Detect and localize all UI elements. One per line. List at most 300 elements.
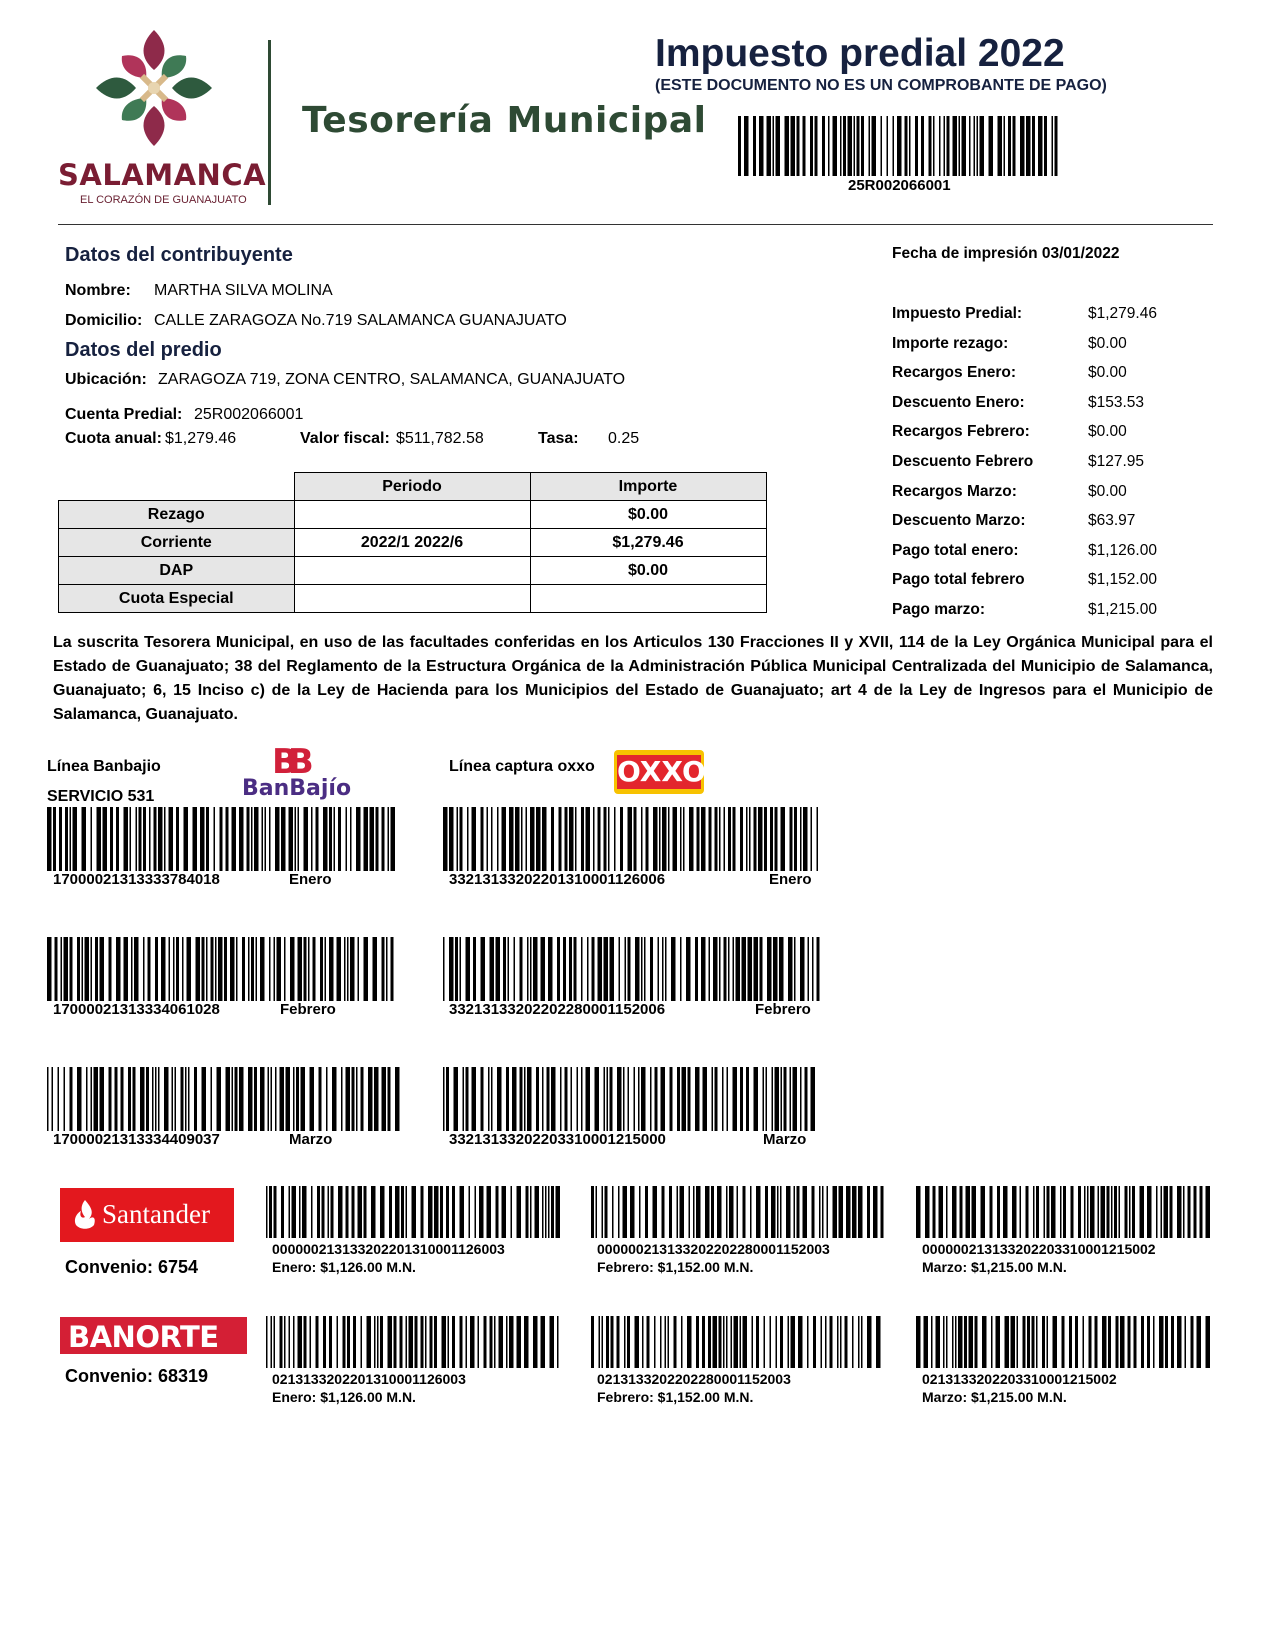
barcode-bar: [1108, 1316, 1111, 1368]
barcode-bar: [689, 1186, 691, 1238]
barcode-bar: [634, 807, 637, 871]
barcode-bar: [565, 807, 568, 871]
barcode-bar: [110, 807, 113, 871]
barcode-bar: [541, 1316, 546, 1368]
barcode-bar: [775, 1067, 780, 1131]
barcode-bar: [729, 1186, 734, 1238]
barcode-bar: [628, 1067, 630, 1131]
barcode-bar: [295, 807, 297, 871]
barcode-bar: [434, 1316, 437, 1368]
table-row: [59, 585, 767, 613]
barcode-bar: [421, 1316, 424, 1368]
barcode-bar: [767, 937, 772, 1001]
barcode-bar: [260, 1067, 265, 1131]
taxpayer-name: MARTHA SILVA MOLINA: [154, 282, 333, 299]
barcode-bar: [726, 1186, 728, 1238]
barcode-bar: [325, 937, 327, 1001]
header-divider: [268, 40, 271, 205]
barcode-bar: [164, 1067, 169, 1131]
barcode-bar: [1044, 1186, 1046, 1238]
barcode-bar: [1147, 1186, 1152, 1238]
barcode-bar: [155, 937, 158, 1001]
barcode-bar: [536, 807, 541, 871]
barcode-bar: [446, 1186, 449, 1238]
barcode-bar: [1200, 1186, 1203, 1238]
barcode-bar: [551, 1067, 556, 1131]
barcode-bar: [817, 937, 820, 1001]
barcode-bar: [936, 1316, 941, 1368]
barcode-bar: [1084, 1186, 1086, 1238]
barcode-bar: [1120, 1316, 1125, 1368]
barcode-bar: [517, 1316, 522, 1368]
barcode-bar: [861, 116, 864, 176]
barcode-bar: [175, 1067, 177, 1131]
banorte-amount: Enero: $1,126.00 M.N.: [272, 1389, 416, 1405]
barcode-bar: [852, 1186, 857, 1238]
barcode-bar: [604, 937, 609, 1001]
barcode-bar: [975, 1316, 978, 1368]
barcode-bar: [296, 1067, 299, 1131]
barcode-bar: [73, 807, 78, 871]
barcode-bar: [530, 807, 535, 871]
barcode-bar: [1060, 1186, 1062, 1238]
barcode-bar: [367, 1316, 372, 1368]
barcode-bar: [415, 1316, 418, 1368]
barcode-bar: [386, 937, 388, 1001]
barcode-bar: [206, 937, 208, 1001]
fiscal-value: $511,782.58: [396, 430, 484, 447]
barcode-bar: [1156, 1186, 1158, 1238]
barcode-bar: [449, 807, 454, 871]
barcode-bar: [977, 116, 979, 176]
barcode-bar: [909, 116, 911, 176]
barcode-bar: [313, 937, 316, 1001]
barcode-bar: [352, 1186, 355, 1238]
barcode-bar: [491, 1067, 493, 1131]
barcode-bar: [455, 937, 458, 1001]
barcode-bar: [827, 1186, 829, 1238]
barcode-bar: [1161, 1186, 1163, 1238]
barcode-bar: [635, 1316, 640, 1368]
barcode-bar: [767, 116, 772, 176]
barcode-bar: [139, 807, 142, 871]
barcode-bar: [680, 1186, 685, 1238]
santander-amount: Febrero: $1,152.00 M.N.: [597, 1259, 754, 1275]
barcode-bar: [298, 807, 300, 871]
barcode-bar: [409, 1316, 414, 1368]
barcode-bar: [654, 1316, 656, 1368]
barcode-bar: [638, 1067, 640, 1131]
barcode-bar: [481, 807, 484, 871]
barcode-bar: [1132, 1186, 1135, 1238]
barcode-bar: [533, 1316, 538, 1368]
barcode-bar: [301, 1067, 306, 1131]
barcode-bar: [328, 1186, 330, 1238]
barcode-bar: [790, 807, 793, 871]
barcode-bar: [248, 1067, 253, 1131]
barcode-bar: [960, 1186, 963, 1238]
barcode-bar: [346, 807, 348, 871]
summary-label: Pago total febrero: [892, 571, 1025, 589]
barcode-bar: [395, 1186, 400, 1238]
barcode-bar: [95, 937, 98, 1001]
barcode-bar: [184, 807, 189, 871]
barcode-bar: [661, 1067, 666, 1131]
barcode-bar: [158, 1067, 160, 1131]
barcode-bar: [575, 807, 577, 871]
summary-value: $1,152.00: [1088, 571, 1157, 589]
barcode-bar: [331, 1186, 334, 1238]
barcode-bar: [284, 1316, 286, 1368]
barcode-bar: [630, 1186, 635, 1238]
barcode-bar: [1165, 1316, 1168, 1368]
barcode-bar: [193, 807, 198, 871]
barcode-bar: [557, 937, 560, 1001]
barcode-bar: [302, 1186, 307, 1238]
barcode-bar: [242, 937, 245, 1001]
barcode-bar: [526, 807, 528, 871]
barcode-bar: [560, 1067, 562, 1131]
barcode-bar: [481, 937, 486, 1001]
barcode-bar: [502, 1186, 507, 1238]
barcode-bar: [952, 1316, 954, 1368]
barcode-bar: [1191, 1316, 1194, 1368]
barcode-bar: [460, 1316, 463, 1368]
barcode-bar: [759, 116, 764, 176]
barcode-bar: [776, 1316, 778, 1368]
barcode-bar: [128, 1067, 131, 1131]
barcode-bar: [254, 1067, 257, 1131]
barcode-bar: [275, 807, 280, 871]
barcode-bar: [47, 937, 52, 1001]
barcode-bar: [614, 807, 616, 871]
barcode-bar: [686, 937, 691, 1001]
summary-label: Importe rezago:: [892, 334, 1009, 352]
barcode-bar: [1114, 1186, 1117, 1238]
barcode-bar: [881, 1186, 884, 1238]
barcode-bar: [808, 937, 810, 1001]
barcode-bar: [713, 937, 718, 1001]
barcode-bar: [389, 1186, 392, 1238]
barcode-bar: [310, 1067, 315, 1131]
barcode-bar: [674, 1316, 677, 1368]
summary-value: $1,126.00: [1088, 541, 1157, 559]
barcode-bar: [724, 807, 726, 871]
barcode-bar: [641, 937, 643, 1001]
barcode-bar: [169, 937, 171, 1001]
annual-fee: $1,279.46: [165, 430, 237, 447]
barcode-bar: [271, 1067, 273, 1131]
barcode-bar: [565, 1067, 568, 1131]
barcode-bar: [717, 1186, 722, 1238]
barcode-bar: [840, 116, 842, 176]
barcode-bar: [625, 937, 627, 1001]
banorte-amount: Febrero: $1,152.00 M.N.: [597, 1389, 754, 1405]
barcode-bar: [304, 937, 307, 1001]
barcode-bar: [1062, 1316, 1065, 1368]
row-importe: [530, 585, 766, 613]
barcode-bar: [1119, 1186, 1121, 1238]
taxpayer-address: CALLE ZARAGOZA No.719 SALAMANCA GUANAJUATO: [154, 312, 567, 329]
barcode-bar: [645, 1186, 648, 1238]
barcode-bar: [563, 937, 566, 1001]
barcode-bar: [671, 937, 676, 1001]
barcode-bar: [703, 1067, 708, 1131]
barcode-bar: [800, 1067, 802, 1131]
barcode-bar: [981, 1186, 986, 1238]
barcode-bar: [915, 116, 918, 176]
barcode-bar: [952, 1186, 957, 1238]
summary-label: Recargos Febrero:: [892, 423, 1030, 441]
barcode-bar: [361, 1067, 364, 1131]
barcode-bar: [346, 1067, 351, 1131]
barcode-bar: [773, 116, 775, 176]
barcode-bar: [893, 116, 895, 176]
banbajio-service-label: SERVICIO 531: [47, 788, 155, 805]
barcode-bar: [343, 1316, 346, 1368]
barcode-bar: [765, 1186, 768, 1238]
barcode-bar: [52, 1067, 54, 1131]
barcode-bar: [1185, 1316, 1187, 1368]
barcode-bar: [289, 1186, 291, 1238]
barcode-bar: [604, 807, 607, 871]
barcode-bar: [794, 937, 796, 1001]
barcode-bar: [1047, 1316, 1049, 1368]
barcode-bar: [1071, 1186, 1074, 1238]
barcode-bar: [810, 116, 813, 176]
barcode-bar: [124, 807, 129, 871]
barcode-bar: [1095, 1316, 1098, 1368]
barcode-bar: [683, 807, 685, 871]
santander-flame-icon: [72, 1199, 98, 1231]
barcode-bar: [329, 1316, 332, 1368]
barcode-bar: [608, 807, 610, 871]
barcode-bar: [1047, 1186, 1050, 1238]
barcode-bar: [780, 1316, 783, 1368]
barcode-bar: [867, 1316, 872, 1368]
barcode-bar: [688, 1067, 691, 1131]
barcode-bar: [972, 1186, 977, 1238]
banorte-convenio: Convenio: 68319: [65, 1366, 209, 1386]
summary-value: $0.00: [1088, 423, 1127, 441]
barcode-bar: [121, 1067, 124, 1131]
barcode-bar: [1032, 1316, 1035, 1368]
barcode-bar: [680, 807, 682, 871]
barcode-bar: [100, 937, 105, 1001]
barcode-bar: [619, 937, 621, 1001]
barcode-bar: [693, 1186, 695, 1238]
barcode-bar: [959, 116, 961, 176]
banorte-code: 0213133202203310001215002: [922, 1371, 1117, 1387]
barcode-bar: [881, 116, 883, 176]
barcode-bar: [490, 1316, 493, 1368]
barcode-bar: [547, 1067, 550, 1131]
barcode-bar: [628, 807, 633, 871]
santander-barcode-enero: [266, 1186, 560, 1238]
barcode-bar: [97, 807, 102, 871]
barcode-bar: [811, 1067, 816, 1131]
barcode-bar: [211, 937, 214, 1001]
barcode-bar: [939, 116, 941, 176]
barcode-bar: [460, 937, 462, 1001]
barcode-bar: [286, 1067, 291, 1131]
oxxo-barcode-febrero: [443, 937, 820, 1001]
summary-label: Recargos Enero:: [892, 364, 1017, 382]
barcode-bar: [1153, 1316, 1155, 1368]
barcode-bar: [265, 807, 267, 871]
barcode-bar: [606, 1316, 609, 1368]
barcode-bar: [897, 116, 902, 176]
table-row: [59, 529, 767, 557]
barcode-bar: [70, 937, 73, 1001]
barcode-bar: [790, 1067, 792, 1131]
barcode-bar: [822, 1186, 824, 1238]
barcode-bar: [775, 807, 778, 871]
barcode-bar: [466, 937, 471, 1001]
barcode-bar: [586, 1067, 591, 1131]
barcode-bar: [811, 807, 813, 871]
barcode-bar: [779, 937, 784, 1001]
santander-amount: Marzo: $1,215.00 M.N.: [922, 1259, 1067, 1275]
barcode-bar: [617, 1316, 620, 1368]
barcode-bar: [668, 807, 670, 871]
santander-logo-text: Santander: [102, 1199, 210, 1229]
barcode-bar: [53, 807, 56, 871]
barcode-bar: [939, 1186, 944, 1238]
barcode-bar: [452, 1316, 455, 1368]
barcode-bar: [653, 1186, 658, 1238]
account-label: Cuenta Predial:: [65, 406, 183, 423]
barcode-bar: [235, 1067, 238, 1131]
barcode-bar: [635, 937, 640, 1001]
barcode-bar: [695, 937, 698, 1001]
barcode-bar: [933, 1186, 936, 1238]
barcode-bar: [316, 1316, 319, 1368]
summary-value: $0.00: [1088, 334, 1127, 352]
barcode-bar: [509, 1316, 514, 1368]
barcode-bar: [833, 116, 838, 176]
barcode-bar: [641, 807, 643, 871]
santander-convenio: Convenio: 6754: [65, 1257, 199, 1277]
barcode-bar: [541, 937, 546, 1001]
barcode-bar: [873, 1186, 878, 1238]
barcode-bar: [311, 1186, 313, 1238]
barcode-bar: [508, 937, 510, 1001]
barcode-bar: [1052, 116, 1054, 176]
barcode-bar: [1101, 1186, 1106, 1238]
barcode-bar: [966, 1186, 971, 1238]
banorte-barcode-marzo: [916, 1316, 1210, 1368]
barcode-bar: [322, 1186, 325, 1238]
barcode-bar: [770, 1316, 772, 1368]
barcode-bar: [173, 937, 175, 1001]
brand-tagline: EL CORAZÓN DE GUANAJUATO: [80, 194, 247, 206]
oxxo-month: Enero: [769, 871, 812, 888]
banbajio-logo: [240, 742, 360, 804]
barcode-bar: [536, 1067, 539, 1131]
row-periodo: 2022/1 2022/6: [294, 529, 530, 557]
barcode-bar: [341, 1067, 343, 1131]
account-barcode: [738, 116, 1062, 176]
barcode-bar: [1102, 1316, 1107, 1368]
banbajio-barcode-enero: [47, 807, 401, 871]
banbajio-barcode-febrero: [47, 937, 401, 1001]
barcode-bar: [955, 1316, 957, 1368]
barcode-bar: [587, 937, 589, 1001]
barcode-bar: [380, 1316, 383, 1368]
barcode-bar: [440, 1186, 443, 1238]
barcode-bar: [487, 1186, 492, 1238]
barcode-bar: [872, 116, 877, 176]
barcode-bar: [754, 807, 757, 871]
barcode-bar: [726, 1316, 728, 1368]
barcode-bar: [996, 1316, 1001, 1368]
santander-code: 000000213133202203310001215002: [922, 1241, 1156, 1257]
barcode-bar: [925, 1186, 930, 1238]
rate-label: Tasa:: [538, 430, 579, 447]
barcode-bar: [172, 1067, 174, 1131]
row-label: Rezago: [59, 501, 295, 529]
barcode-bar: [380, 1186, 385, 1238]
barcode-bar: [781, 1067, 783, 1131]
barcode-bar: [412, 1186, 417, 1238]
barcode-bar: [848, 116, 853, 176]
barcode-bar: [425, 1316, 427, 1368]
barcode-bar: [665, 937, 667, 1001]
barcode-bar: [194, 1067, 197, 1131]
santander-logo: [60, 1188, 234, 1242]
barcode-bar: [644, 937, 646, 1001]
barcode-bar: [760, 937, 763, 1001]
barcode-bar: [611, 1316, 614, 1368]
barcode-bar: [1183, 1186, 1185, 1238]
row-periodo: [294, 501, 530, 529]
barcode-bar: [695, 1067, 700, 1131]
barcode-bar: [155, 1067, 157, 1131]
barcode-bar: [452, 1186, 455, 1238]
annual-fee-label: Cuota anual:: [65, 430, 162, 447]
barcode-bar: [332, 1067, 337, 1131]
banbajio-line-label: Línea Banbajio: [47, 758, 161, 775]
barcode-bar: [662, 807, 667, 871]
barcode-bar: [758, 807, 763, 871]
barcode-bar: [715, 1067, 718, 1131]
barcode-bar: [133, 1067, 136, 1131]
barcode-bar: [388, 1316, 393, 1368]
barcode-bar: [962, 116, 967, 176]
oxxo-month: Febrero: [755, 1001, 811, 1018]
barcode-bar: [1188, 1186, 1191, 1238]
barcode-bar: [232, 807, 237, 871]
barcode-bar: [220, 807, 223, 871]
barcode-bar: [728, 937, 730, 1001]
barcode-bar: [338, 1186, 343, 1238]
barcode-bar: [858, 1186, 863, 1238]
santander-barcode-marzo: [916, 1186, 1210, 1238]
barcode-bar: [488, 1067, 490, 1131]
barcode-bar: [454, 1067, 459, 1131]
barcode-bar: [595, 1067, 600, 1131]
legal-text: La suscrita Tesorera Municipal, en uso de las facultades conferidas en los Articulos 130 Fracciones II y XVII, 114 de la Ley Orgánica Municipal para el Estado de Guanajuato; 38 del Reglamento de la Estructura Orgánica de la Administración Pública Municipal Centralizada del Municipio de Salamanca, Guanajuato; 6, 15 Inciso c) de la Ley de Hacienda para los Municipios del Estado de Guanajuato; art 4 de la Ley de Ingresos para el Municipio de Salamanca, Guanajuato.: [53, 634, 1213, 723]
barcode-bar: [1171, 1316, 1174, 1368]
barcode-bar: [388, 807, 390, 871]
barcode-bar: [182, 937, 184, 1001]
barcode-bar: [158, 807, 163, 871]
barcode-bar: [1177, 1316, 1182, 1368]
santander-barcode-febrero: [591, 1186, 885, 1238]
banorte-code: 0213133202202280001152003: [597, 1371, 791, 1387]
barcode-bar: [326, 1067, 328, 1131]
